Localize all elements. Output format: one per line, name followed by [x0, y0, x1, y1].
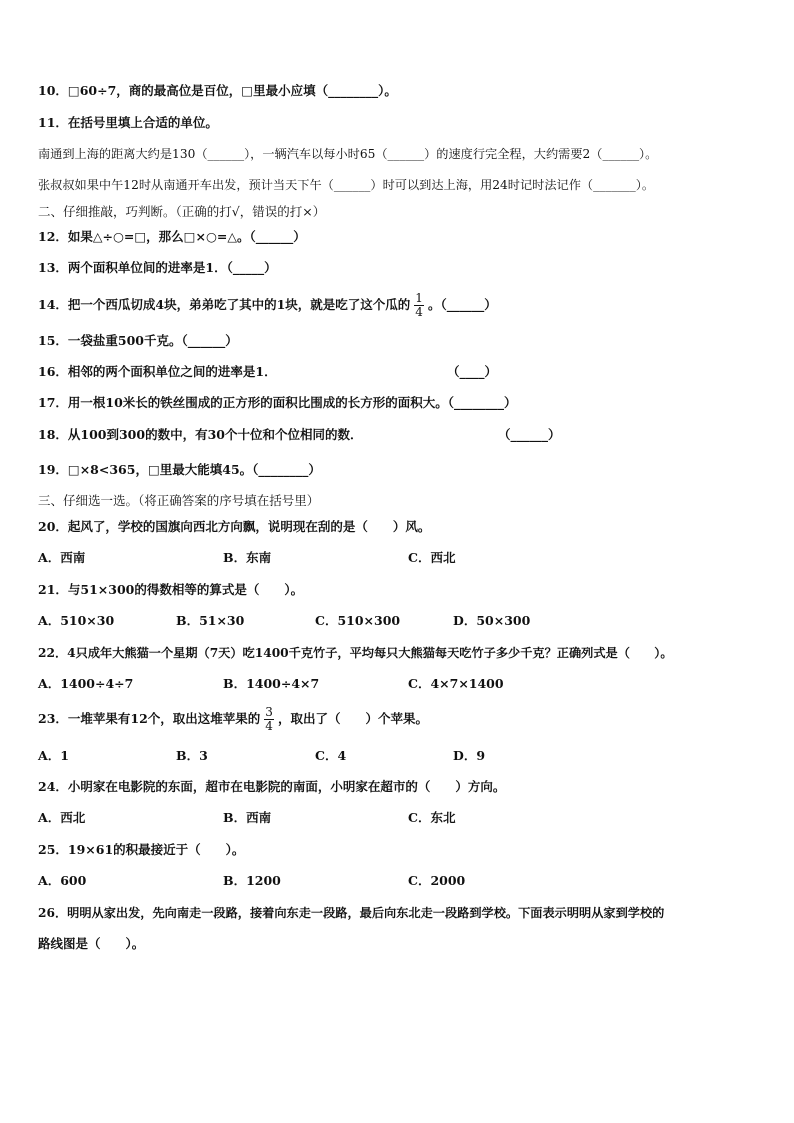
section-2-heading: 二、仔细推敲，巧判断。（正确的打√，错误的打×） [38, 204, 326, 219]
option-a: A．1 [38, 748, 69, 763]
question-16-blank: （____） [447, 364, 498, 379]
option-d: D．50×300 [453, 613, 531, 628]
option-c: C．510×300 [315, 613, 401, 628]
question-23-text: 23．一堆苹果有12个，取出这堆苹果的 [38, 711, 261, 726]
option-a: A．600 [38, 873, 87, 888]
question-10: 10．□60÷7，商的最高位是百位，□里最小应填（________）。 [38, 83, 397, 98]
question-11: 11．在括号里填上合适的单位。 [38, 115, 218, 130]
option-b: B．东南 [223, 550, 272, 565]
option-d: D．9 [453, 748, 486, 763]
option-b: B．3 [176, 748, 208, 763]
question-20-options [38, 549, 764, 567]
question-21-options [38, 612, 764, 630]
question-16 [38, 363, 764, 381]
fraction-denominator: 4 [265, 719, 273, 733]
fraction-denominator: 4 [415, 305, 423, 319]
question-23-options [38, 747, 764, 765]
option-b: B．1400÷4×7 [223, 676, 320, 691]
question-21: 21．与51×300的得数相等的算式是（ ）。 [38, 582, 304, 597]
option-b: B．西南 [223, 810, 272, 825]
fraction-one-quarter [413, 292, 425, 319]
fraction-numerator: 3 [265, 705, 273, 719]
question-18-text: 18．从100到300的数中，有30个十位和个位相同的数． [38, 427, 363, 442]
question-15: 15．一袋盐重500千克。（______） [38, 333, 238, 348]
question-14-text: 14．把一个西瓜切成4块，弟弟吃了其中的1块，就是吃了这个瓜的 [38, 297, 411, 312]
section-3-heading: 三、仔细选一选。（将正确答案的序号填在括号里） [38, 493, 320, 508]
question-24-options [38, 809, 764, 827]
question-11-line-2: 张叔叔如果中午12时从南通开车出发，预计当天下午（______）时可以到达上海，用24时记时法记作（_______）。 [38, 178, 655, 192]
question-20: 20．起风了，学校的国旗向西北方向飘，说明现在刮的是（ ）风。 [38, 519, 431, 534]
question-19: 19．□×8<365，□里最大能填45。（________） [38, 462, 321, 477]
option-a: A．510×30 [38, 613, 115, 628]
question-26-line-1: 26．明明从家出发，先向南走一段路，接着向东走一段路，最后向东北走一段路到学校。下面表示明明从家到学校的 [38, 906, 665, 920]
fraction-three-quarters [263, 706, 275, 733]
question-23-tail: ，取出了（ ）个苹果。 [277, 711, 428, 726]
question-14-blank: 。（______） [427, 297, 497, 312]
question-13: 13．两个面积单位间的进率是1．（_____） [38, 260, 277, 275]
question-18 [38, 426, 764, 444]
option-c: C．4 [315, 748, 347, 763]
question-12: 12．如果△÷○=□，那么□×○=△。（______） [38, 229, 306, 244]
fraction-numerator: 1 [415, 291, 423, 305]
option-c: C．4×7×1400 [408, 676, 504, 691]
question-22-options [38, 675, 764, 693]
option-c: C．西北 [408, 550, 456, 565]
question-17: 17．用一根10米长的铁丝围成的正方形的面积比围成的长方形的面积大。（________） [38, 395, 517, 410]
option-c: C．东北 [408, 810, 456, 825]
question-18-blank: （______） [498, 427, 561, 442]
question-24: 24．小明家在电影院的东面，超市在电影院的南面，小明家在超市的（ ）方向。 [38, 779, 506, 794]
question-26-line-2: 路线图是（ ）。 [38, 936, 145, 951]
question-25: 25．19×61的积最接近于（ ）。 [38, 842, 245, 857]
option-c: C．2000 [408, 873, 466, 888]
option-a: A．1400÷4÷7 [38, 676, 134, 691]
option-a: A．西北 [38, 810, 86, 825]
question-11-line-1: 南通到上海的距离大约是130（______），一辆汽车以每小时65（______）的速度行完全程，大约需要2（______）。 [38, 147, 658, 161]
question-16-text: 16．相邻的两个面积单位之间的进率是1． [38, 364, 277, 379]
option-b: B．51×30 [176, 613, 245, 628]
option-b: B．1200 [223, 873, 281, 888]
question-23 [38, 706, 764, 733]
question-25-options [38, 872, 764, 890]
question-14 [38, 292, 764, 319]
question-22: 22．4只成年大熊猫一个星期（7天）吃1400千克竹子，平均每只大熊猫每天吃竹子多少千克？正确列式是（ ）。 [38, 646, 673, 660]
option-a: A．西南 [38, 550, 86, 565]
